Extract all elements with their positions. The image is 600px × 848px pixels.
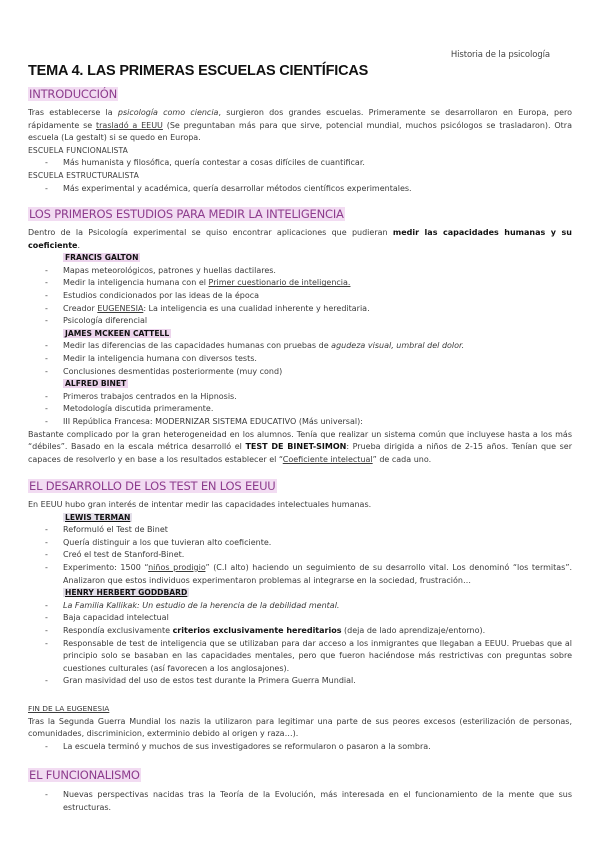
inteligencia-lead: Dentro de la Psicología experimental se quiso encontrar aplicaciones que pudieran medir las capacidades humanas y su coeficiente.: [28, 228, 572, 250]
eeuu-lead: En EEUU hubo gran interés de intentar medir las capacidades intelectuales humanas.: [28, 500, 372, 509]
label-estructuralista: ESCUELA ESTRUCTURALISTA: [28, 170, 139, 180]
name-goddard: HENRY HERBERT GODDBARD: [65, 588, 188, 598]
name-terman: LEWIS TERMAN: [65, 512, 131, 522]
section-heading-inteligencia: LOS PRIMEROS ESTUDIOS PARA MEDIR LA INTELIGENCIA: [29, 207, 344, 221]
section-heading-introduccion: INTRODUCCIÓN: [29, 87, 118, 101]
list-item: - Primeros trabajos centrados en la Hipnosis.: [28, 391, 572, 404]
eeuu-block: [28, 499, 572, 688]
eugenesia-paragraph: Tras la Segunda Guerra Mundial los nazis la utilizaron para legitimar una parte de sus peores excesos (esterilización de personas, comunidades, discriminicion, exterminio debido al origen y raza…).: [28, 716, 572, 739]
list-item: - Creador EUGENESIA: La inteligencia es una cualidad inherente y hereditaria.: [28, 303, 572, 316]
list-item: - La Familia Kallikak: Un estudio de la herencia de la debilidad mental.: [28, 600, 572, 613]
list-item: - Reformuló el Test de Binet: [28, 524, 572, 537]
list-item: - Mapas meteorológicos, patrones y huellas dactilares.: [28, 265, 572, 278]
page-title: TEMA 4. LAS PRIMERAS ESCUELAS CIENTÍFICAS: [28, 63, 369, 79]
list-item: - Metodología discutida primeramente.: [28, 403, 572, 416]
section-heading-eeuu: EL DESARROLLO DE LOS TEST EN LOS EEUU: [29, 479, 276, 493]
intro-paragraph: Tras establecerse la psicología como ciencia, surgieron dos grandes escuelas. Primeramente se desarrollaron en Europa, pero rápidamente se trasladó a EEUU (Se preguntaban más para que sirve, potencial mundial, muchos psicólogos se trasladaron). Otra escuela (La gestalt) si se quedo en Europa.: [28, 108, 573, 143]
list-item: - Responsable de test de inteligencia que se utilizaban para dar acceso a los inmigrantes que llegaban a EEUU. Pruebas que al principio solo se basaban en las capacidades mentales, pero que fueron haciéndose más restrictivas con preguntas sobre cuestiones culturales (así favorecen a los anglosajones).: [28, 638, 572, 676]
list-item: - Medir las diferencias de las capacidades humanas con pruebas de agudeza visual, umbral del dolor.: [28, 340, 572, 353]
section-heading-funcionalismo: EL FUNCIONALISMO: [29, 768, 140, 782]
list-item: - Gran masividad del uso de estos test durante la Primera Guerra Mundial.: [28, 675, 572, 688]
list-item: - Experimento: 1500 “niños prodigio” (C.I alto) haciendo un seguimiento de su desarrollo vital. Los denominó “los termitas”. Analizaron que estos individuos experimentaron problemas al integrarse en la sociedad, frustración…: [28, 562, 572, 587]
label-fin-eugenesia: FIN DE LA EUGENESIA: [28, 704, 110, 713]
list-item: - Nuevas perspectivas nacidas tras la Teoría de la Evolución, más interesada en el funcionamiento de la mente que sus estructuras.: [28, 789, 572, 814]
list-item: - Psicología diferencial: [28, 315, 572, 328]
list-item: - III República Francesa: MODERNIZAR SISTEMA EDUCATIVO (Más universal):: [28, 416, 572, 429]
intro-block: [28, 107, 572, 195]
list-item: - Medir la inteligencia humana con el Primer cuestionario de inteligencia.: [28, 277, 572, 290]
eugenesia-block: [28, 703, 572, 753]
list-item: - Conclusiones desmentidas posteriormente (muy cond): [28, 366, 572, 379]
funcionalismo-block: [28, 789, 572, 814]
list-item: - Creó el test de Stanford-Binet.: [28, 549, 572, 562]
name-galton: FRANCIS GALTON: [65, 253, 139, 263]
inteligencia-block: [28, 227, 572, 466]
name-cattell: JAMES MCKEEN CATTELL: [65, 328, 170, 338]
list-item: - Baja capacidad intelectual: [28, 612, 572, 625]
binet-paragraph: Bastante complicado por la gran heterogeneidad en los alumnos. Tenía que realizar un sistema común que incluyese hasta a los más “débiles”. Basado en la escala métrica desarrolló el TEST DE BINET-SIMON: Prueba dirigida a niños de 2-15 años. Tenían que ser capaces de resolverlo y en base a los resultados establecer el “Coeficiente intelectual” de cada uno.: [28, 429, 572, 464]
running-header: Historia de la psicología: [450, 50, 550, 60]
list-item: - Respondía exclusivamente criterios exclusivamente hereditarios (deja de lado aprendizaje/entorno).: [28, 625, 572, 638]
list-item: - La escuela terminó y muchos de sus investigadores se reformularon o pasaron a la sombra.: [28, 741, 572, 754]
list-item: - Medir la inteligencia humana con diversos tests.: [28, 353, 572, 366]
list-item: - Más experimental y académica, quería desarrollar métodos científicos experimentales.: [28, 183, 572, 196]
list-item: - Más humanista y filosófica, quería contestar a cosas difíciles de cuantificar.: [28, 157, 572, 170]
list-item: - Quería distinguir a los que tuvieran alto coeficiente.: [28, 537, 572, 550]
list-item: - Estudios condicionados por las ideas de la época: [28, 290, 572, 303]
label-funcionalista: ESCUELA FUNCIONALISTA: [28, 145, 128, 155]
name-binet: ALFRED BINET: [65, 379, 127, 389]
